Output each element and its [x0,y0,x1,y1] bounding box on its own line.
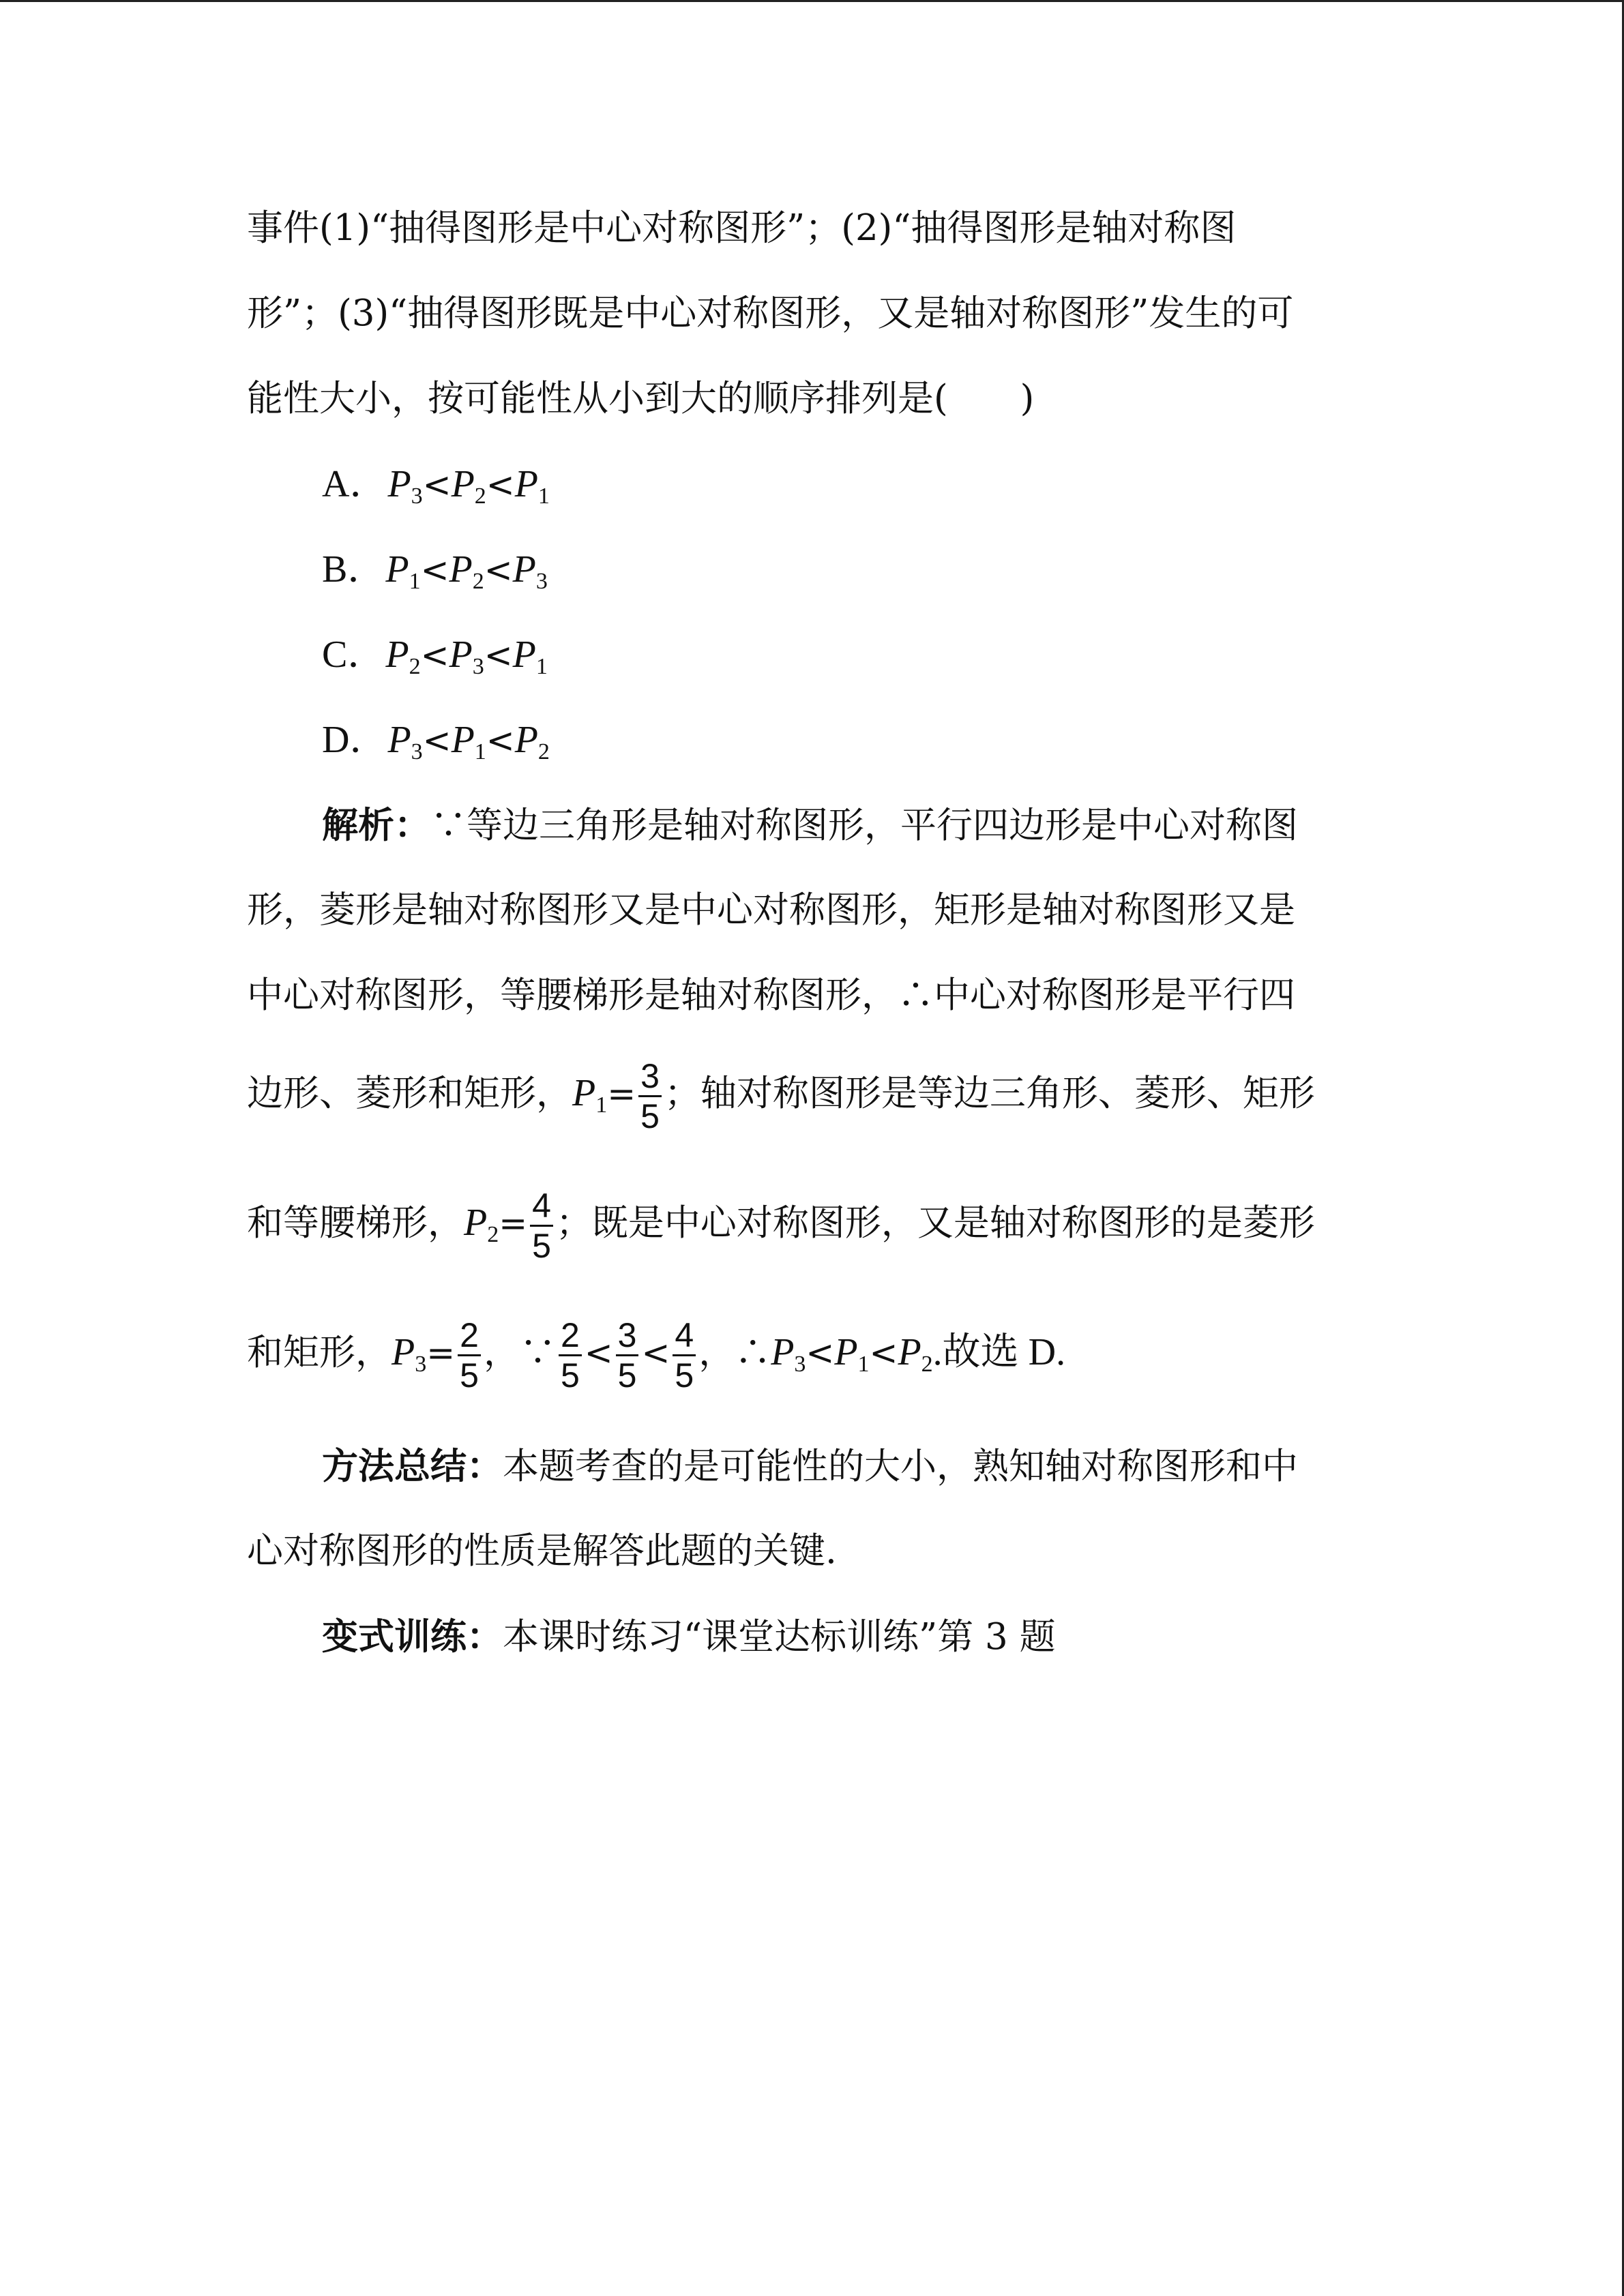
comma: ， [483,1332,520,1373]
method-label: 方法总结： [322,1445,503,1487]
analysis-line-1 [322,801,1298,850]
analysis-text: 等边三角形是轴对称图形，平行四边形是中心对称图 [467,805,1298,846]
because-symbol: ∵ [430,805,467,846]
method-line-1 [322,1442,1298,1491]
subscript: 1 [535,654,548,679]
less-than: < [641,1333,670,1373]
question-line-3: 能性大小，按可能性从小到大的顺序排列是( ) [247,378,1035,419]
option-b [322,546,548,594]
fraction-cmp-3 [673,1316,696,1395]
method-text: 本题考查的是可能性的大小，熟知轴对称图形和中 [503,1446,1298,1487]
p-symbol: P [451,719,475,761]
p-symbol: P [449,633,473,676]
numerator: 2 [458,1316,481,1356]
p-symbol: P [451,463,475,505]
fraction-cmp-2 [616,1316,639,1395]
subscript: 2 [921,1352,933,1377]
p-symbol: P [512,548,536,591]
p-symbol: P [464,1202,488,1244]
numerator: 4 [530,1187,553,1227]
subscript: 2 [474,483,486,509]
variant-line [322,1613,1056,1661]
option-d [322,716,550,764]
subscript: 1 [409,569,421,594]
fraction-cmp-1 [559,1316,582,1395]
option-letter: A． [322,463,388,505]
less-than: < [584,1333,613,1373]
denominator: 5 [640,1097,660,1135]
analysis-line-3 [247,972,1295,1019]
numerator: 4 [673,1316,696,1356]
analysis-text: 和等腰梯形， [247,1202,464,1244]
p-symbol: P [572,1072,596,1114]
analysis-line-4 [247,1057,1315,1135]
denominator: 5 [560,1356,580,1395]
less-than: < [486,721,515,760]
question-line-2: 形”；(3)“抽得图形既是中心对称图形，又是轴对称图形”发生的可 [247,293,1294,334]
p-symbol: P [898,1331,921,1373]
analysis-text: ；轴对称图形是等边三角形、菱形、矩形 [664,1073,1315,1114]
therefore-symbol: ∴ [735,1332,771,1373]
option-letter: B． [322,548,386,591]
p-symbol: P [771,1331,795,1373]
less-than: < [484,550,513,590]
less-than: < [422,721,452,760]
denominator: 5 [617,1356,637,1395]
less-than: < [484,636,513,675]
analysis-text: 和矩形， [247,1332,392,1373]
p-symbol: P [449,548,473,591]
p-symbol: P [512,633,536,676]
option-c [322,631,548,679]
subscript: 1 [595,1092,608,1118]
option-a [322,460,550,509]
subscript: 3 [411,483,423,509]
subscript: 2 [487,1222,499,1247]
subscript: 1 [857,1352,870,1377]
p-symbol: P [387,719,411,761]
analysis-text: 边形、菱形和矩形， [247,1073,572,1114]
analysis-line-6 [247,1316,1065,1395]
equals-sign: = [426,1333,456,1373]
analysis-text: 中心对称图形是平行四 [934,974,1295,1016]
subscript: 2 [409,654,421,679]
analysis-label: 解析： [322,804,430,846]
less-than: < [869,1333,898,1373]
numerator: 3 [638,1057,662,1097]
fraction-p3 [458,1316,481,1395]
less-than: < [486,465,515,505]
less-than: < [420,550,449,590]
denominator: 5 [675,1356,694,1395]
variant-label: 变式训练： [322,1615,503,1658]
analysis-line-5 [247,1187,1315,1265]
analysis-line-2: 形，菱形是轴对称图形又是中心对称图形，矩形是轴对称图形又是 [247,889,1295,931]
equals-sign: = [607,1074,636,1114]
analysis-text: 中心对称图形，等腰梯形是轴对称图形， [247,974,898,1016]
subscript: 1 [474,739,486,764]
comma: ， [698,1332,735,1373]
subscript: 3 [794,1352,806,1377]
subscript: 3 [472,654,484,679]
numerator: 3 [616,1316,639,1356]
fraction-p2 [530,1187,553,1265]
subscript: 2 [537,739,550,764]
denominator: 5 [532,1227,551,1265]
equals-sign: = [499,1204,528,1243]
denominator: 5 [460,1356,479,1395]
therefore-symbol: ∴ [898,974,934,1016]
because-symbol: ∵ [519,1332,556,1373]
option-letter: D． [322,719,388,761]
p-symbol: P [514,463,538,505]
method-line-2: 心对称图形的性质是解答此题的关键. [247,1530,837,1572]
analysis-conclusion: .故选 D. [932,1331,1066,1373]
less-than: < [422,465,452,505]
p-symbol: P [387,463,411,505]
numerator: 2 [559,1316,582,1356]
subscript: 3 [411,739,423,764]
subscript: 2 [472,569,484,594]
variant-text: 本课时练习“课堂达标训练”第 3 题 [503,1616,1056,1658]
subscript: 3 [535,569,548,594]
p-symbol: P [385,548,409,591]
question-line-1: 事件(1)“抽得图形是中心对称图形”；(2)“抽得图形是轴对称图 [247,207,1237,249]
fraction-p1 [638,1057,662,1135]
option-letter: C． [322,633,386,676]
subscript: 1 [537,483,550,509]
subscript: 3 [415,1352,427,1377]
less-than: < [806,1333,835,1373]
p-symbol: P [834,1331,858,1373]
p-symbol: P [385,633,409,676]
less-than: < [420,636,449,675]
page-top-border [0,0,1624,2]
analysis-text: ；既是中心对称图形，又是轴对称图形的是菱形 [555,1202,1315,1244]
p-symbol: P [514,719,538,761]
p-symbol: P [392,1331,415,1373]
